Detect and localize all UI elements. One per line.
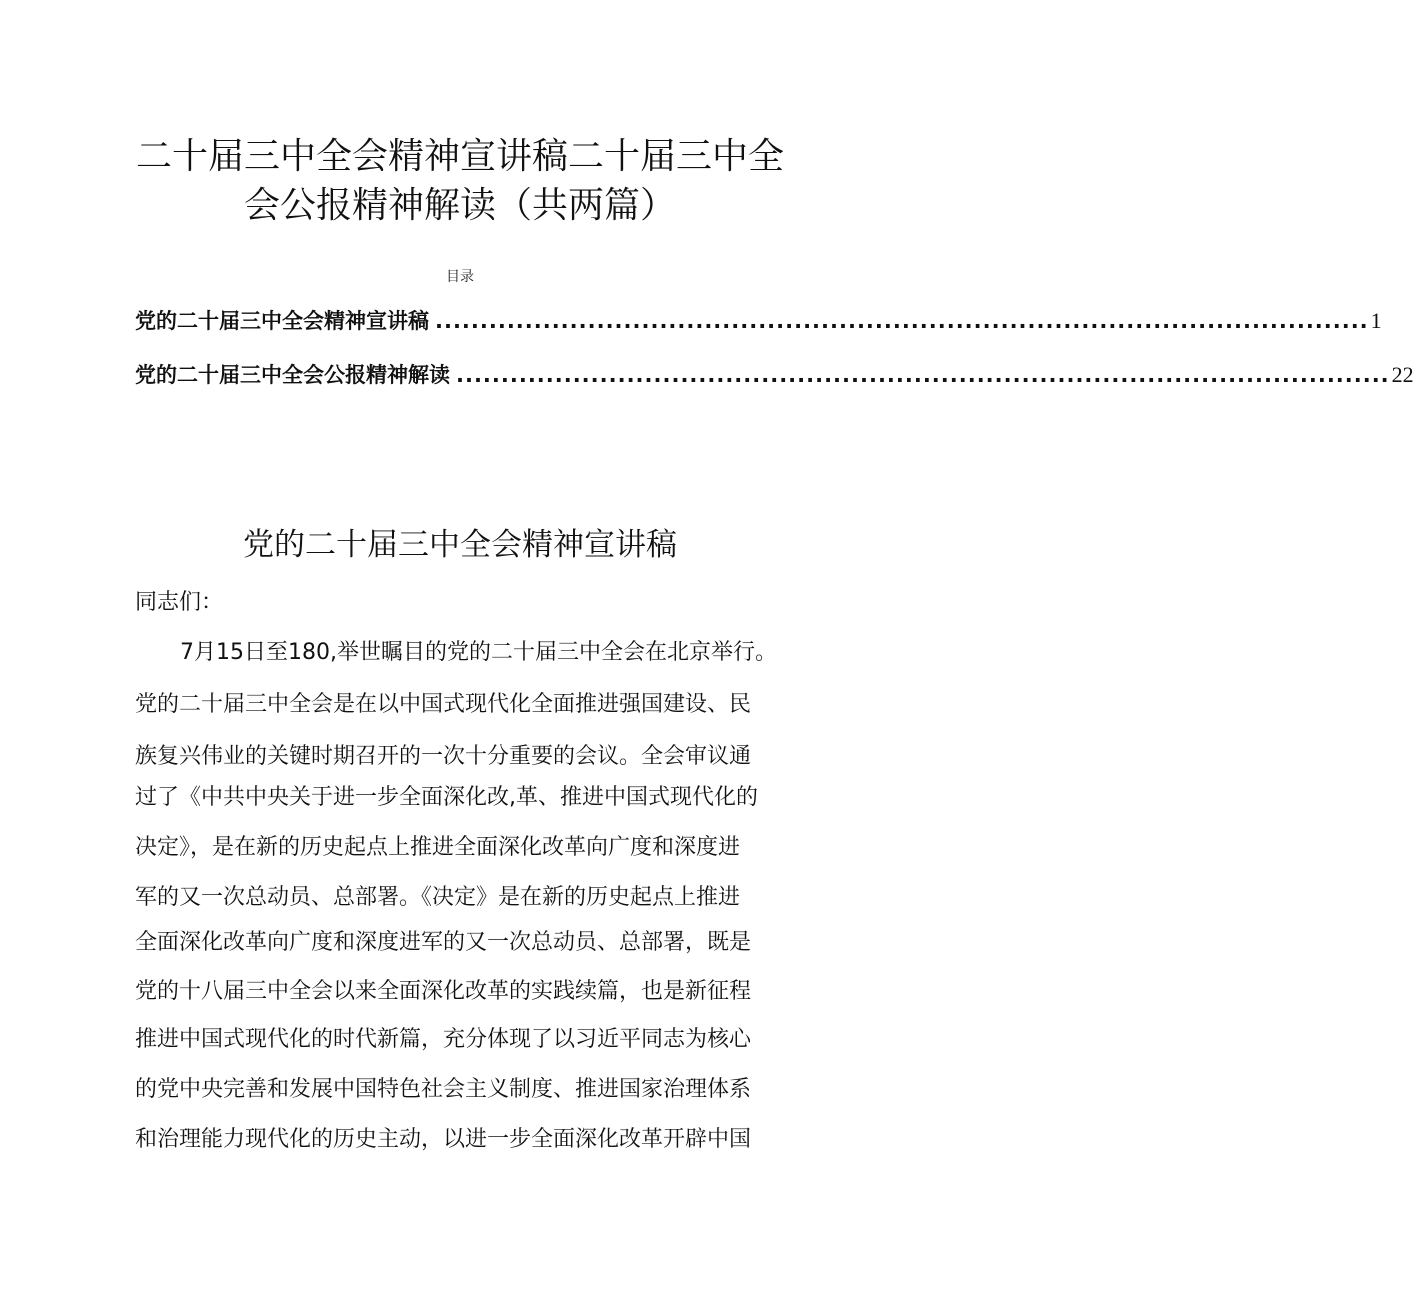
body-line: 推进中国式现代化的时代新篇，充分体现了以习近平同志为核心: [135, 1027, 752, 1052]
toc-entry-text: 党的二十届三中全会公报精神解读: [135, 363, 450, 387]
body-line: 过了《中共中央关于进一步全面深化改,革、推进中国式现代化的: [135, 785, 758, 810]
toc-heading: 目录: [446, 269, 474, 285]
toc-entry-page: 1: [1370, 308, 1382, 333]
body-line: 全面深化改革向广度和深度进军的又一次总动员、总部署，既是: [135, 930, 752, 955]
body-line: 决定》，是在新的历史起点上推进全面深化改革向广度和深度进: [135, 835, 741, 860]
body-line: 和治理能力现代化的历史主动，以进一步全面深化改革开辟中国: [135, 1127, 752, 1152]
body-line: 党的十八届三中全会以来全面深化改革的实践续篇，也是新征程: [135, 979, 752, 1004]
toc-leader-dots: ........................................................................................................: [456, 363, 1390, 387]
section-title: 党的二十届三中全会精神宣讲稿: [243, 527, 677, 563]
document-title-line-1: 二十届三中全会精神宣讲稿二十届三中全: [135, 136, 784, 177]
body-line: 党的二十届三中全会是在以中国式现代化全面推进强国建设、民: [135, 692, 752, 717]
toc-entry-text: 党的二十届三中全会精神宣讲稿: [135, 309, 429, 333]
body-line: 的党中央完善和发展中国特色社会主义制度、推进国家治理体系: [135, 1077, 752, 1102]
document-title-line-2: 会公报精神解读（共两篇）: [243, 185, 676, 226]
toc-entry[interactable]: [135, 305, 1382, 335]
toc-leader-dots: ........................................................................................................: [435, 309, 1369, 333]
body-line: 7月15日至180,举世瞩目的党的二十届三中全会在北京举行。: [180, 640, 777, 665]
salutation: 同志们：: [135, 590, 224, 615]
toc-entry[interactable]: [135, 359, 1414, 389]
toc-entry-page: 22: [1391, 362, 1414, 387]
body-line: 军的又一次总动员、总部署。《决定》是在新的历史起点上推进: [135, 885, 741, 910]
body-line: 族复兴伟业的关键时期召开的一次十分重要的会议。全会审议通: [135, 744, 752, 769]
